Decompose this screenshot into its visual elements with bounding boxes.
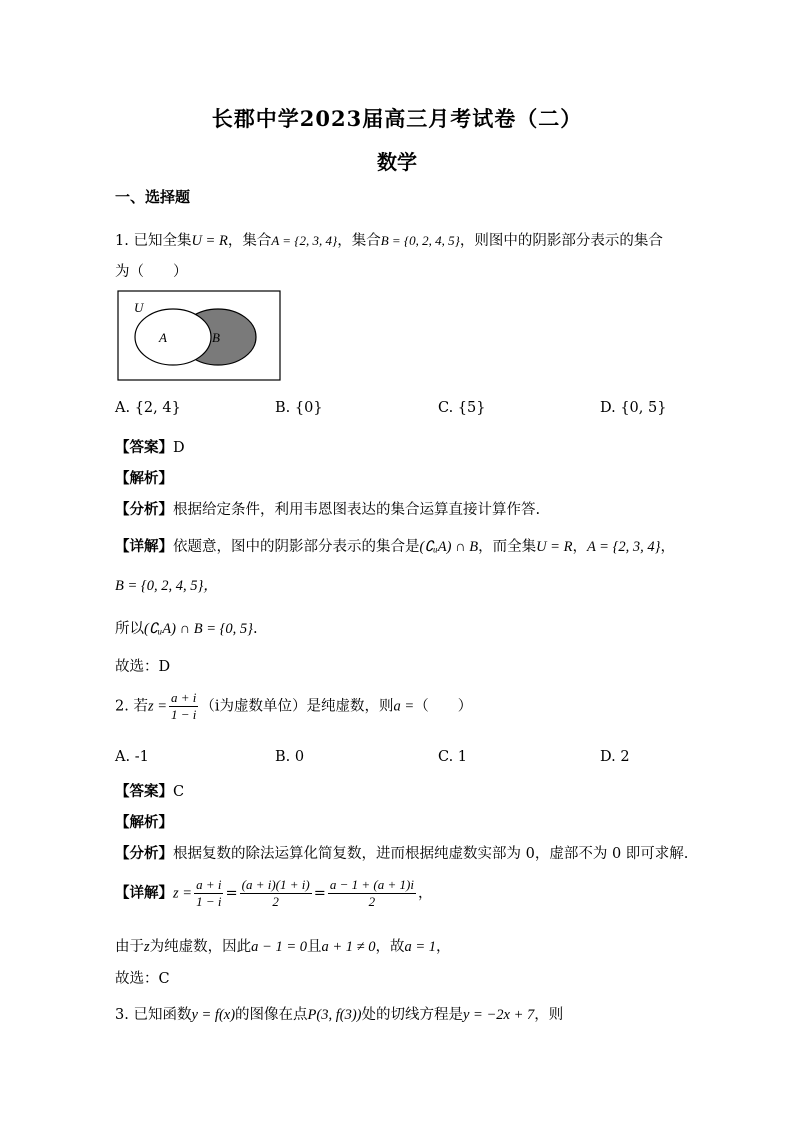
detail-text: ，而全集 [478, 539, 537, 555]
detail-text: . [252, 621, 258, 637]
q1-detail-line3 [115, 617, 258, 638]
venn-diagram [117, 290, 281, 382]
q1-set-b: B = {0, 2, 4, 5} [380, 233, 460, 248]
q2-because [115, 935, 451, 956]
detail-text: 依题意，图中的阴影部分表示的集合是 [173, 539, 420, 555]
fraction-denominator: 2 [272, 894, 279, 909]
detail-text: ， [572, 539, 587, 555]
fenxi-text: 根据给定条件，利用韦恩图表达的集合运算直接计算作答. [173, 502, 541, 518]
q3-text: 处的切线方程是 [361, 1007, 463, 1023]
q1-analysis-tag: 【解析】 [115, 470, 173, 487]
q1-option-c: C. {5} [438, 400, 486, 416]
fraction-numerator: a + i [171, 690, 197, 705]
because-cond-1: a − 1 = 0 [251, 939, 307, 955]
q1-text: 1. 已知全集 [115, 233, 192, 249]
detail-result-expr: (∁ᵤA) ∩ B = {0, 5} [144, 621, 253, 637]
fraction-denominator: 2 [368, 894, 376, 909]
q3-point: P(3, f(3)) [307, 1007, 362, 1023]
detail-fraction-3 [328, 877, 416, 910]
q3-text: 3. 已知函数 [115, 1007, 192, 1023]
subject-title: 数学 [377, 150, 417, 174]
fraction-numerator: a + i [196, 877, 222, 892]
detail-fraction-1 [194, 877, 223, 910]
detail-tag: 【详解】 [115, 538, 173, 555]
fraction-numerator: (a + i)(1 + i) [241, 877, 310, 892]
q1-fenxi [115, 498, 540, 519]
q1-set-a: A = {2, 3, 4} [271, 233, 338, 248]
answer-value: D [173, 440, 185, 456]
q1-option-a: A. {2, 4} [115, 400, 181, 416]
fenxi-tag: 【分析】 [115, 501, 173, 518]
page-title: 长郡中学2023届高三月考试卷（二） [211, 106, 583, 131]
q3-function: y = f(x) [191, 1007, 236, 1023]
detail-fraction-2 [240, 877, 312, 910]
because-text: 且 [306, 939, 322, 955]
q1-universe: U = R [191, 233, 228, 249]
fenxi-tag: 【分析】 [115, 845, 173, 862]
because-text: ， [436, 939, 451, 955]
equals-sign: = [313, 885, 326, 902]
because-text: 由于 [115, 939, 144, 955]
q2-z: z = [147, 698, 168, 715]
answer-tag: 【答案】 [115, 439, 173, 456]
detail-universe: U = R [536, 539, 573, 555]
detail-set-a: A = {2, 3, 4} [586, 539, 661, 555]
detail-text: ， [660, 539, 675, 555]
fenxi-text: 根据复数的除法运算化简复数，进而根据纯虚数实部为 0，虚部不为 0 即可求解. [173, 846, 689, 862]
q1-conclusion: 故选：D [115, 659, 171, 675]
q2-stem [115, 690, 472, 723]
answer-tag: 【答案】 [115, 783, 173, 800]
because-cond-2: a + 1 ≠ 0 [321, 939, 376, 955]
detail-z: z = [173, 885, 193, 902]
q1-detail-line1 [115, 535, 675, 556]
venn-b-label: B [212, 330, 220, 345]
q2-text: （i为虚数单位）是纯虚数，则 [200, 698, 394, 715]
q2-var: a = [393, 698, 415, 715]
q2-detail [115, 877, 432, 910]
q3-text: ，则 [534, 1007, 564, 1023]
venn-set-a-ellipse [135, 309, 211, 365]
section-heading: 一、选择题 [115, 188, 191, 206]
q2-text: （ ） [414, 698, 473, 715]
q1-stem-line1 [115, 229, 663, 250]
q1-detail-line2: B = {0, 2, 4, 5}， [115, 578, 218, 594]
q2-option-d: D. 2 [600, 749, 630, 765]
q3-text: 的图像在点 [235, 1007, 308, 1023]
because-result: a = 1 [404, 939, 437, 955]
q1-text: ，则图中的阴影部分表示的集合 [459, 233, 663, 249]
fraction-denominator: 1 − i [196, 894, 222, 909]
answer-value: C [173, 784, 185, 800]
equals-sign: = [225, 885, 238, 902]
q1-stem-line2: 为（ ） [115, 264, 188, 280]
q2-conclusion: 故选：C [115, 971, 170, 987]
detail-expr: (∁ᵤA) ∩ B [419, 539, 479, 555]
q3-stem [115, 1003, 563, 1024]
q2-option-c: C. 1 [438, 749, 468, 765]
because-z: z [144, 939, 150, 955]
q2-text: 2. 若 [115, 698, 148, 715]
q1-text: ，集合 [227, 233, 272, 249]
because-text: ，故 [375, 939, 405, 955]
fraction-numerator: a − 1 + (a + 1)i [329, 877, 414, 892]
q2-fraction [169, 690, 198, 723]
q2-option-b: B. 0 [275, 749, 305, 765]
q1-text: ，集合 [337, 233, 381, 249]
q1-option-b: B. {0} [275, 400, 323, 416]
q2-option-a: A. -1 [115, 749, 149, 765]
q2-fenxi [115, 842, 688, 863]
detail-tag: 【详解】 [115, 884, 173, 902]
because-text: 为纯虚数，因此 [149, 939, 252, 955]
q1-option-d: D. {0, 5} [600, 400, 667, 416]
venn-a-label: A [159, 330, 167, 345]
q2-answer [115, 780, 184, 801]
venn-universe-label: U [134, 300, 144, 315]
q2-analysis-tag: 【解析】 [115, 814, 173, 831]
detail-text: 所以 [115, 621, 144, 637]
fraction-denominator: 1 − i [171, 707, 197, 722]
q1-answer [115, 436, 185, 457]
detail-text: ， [417, 885, 433, 902]
q3-tangent: y = −2x + 7 [463, 1007, 535, 1023]
